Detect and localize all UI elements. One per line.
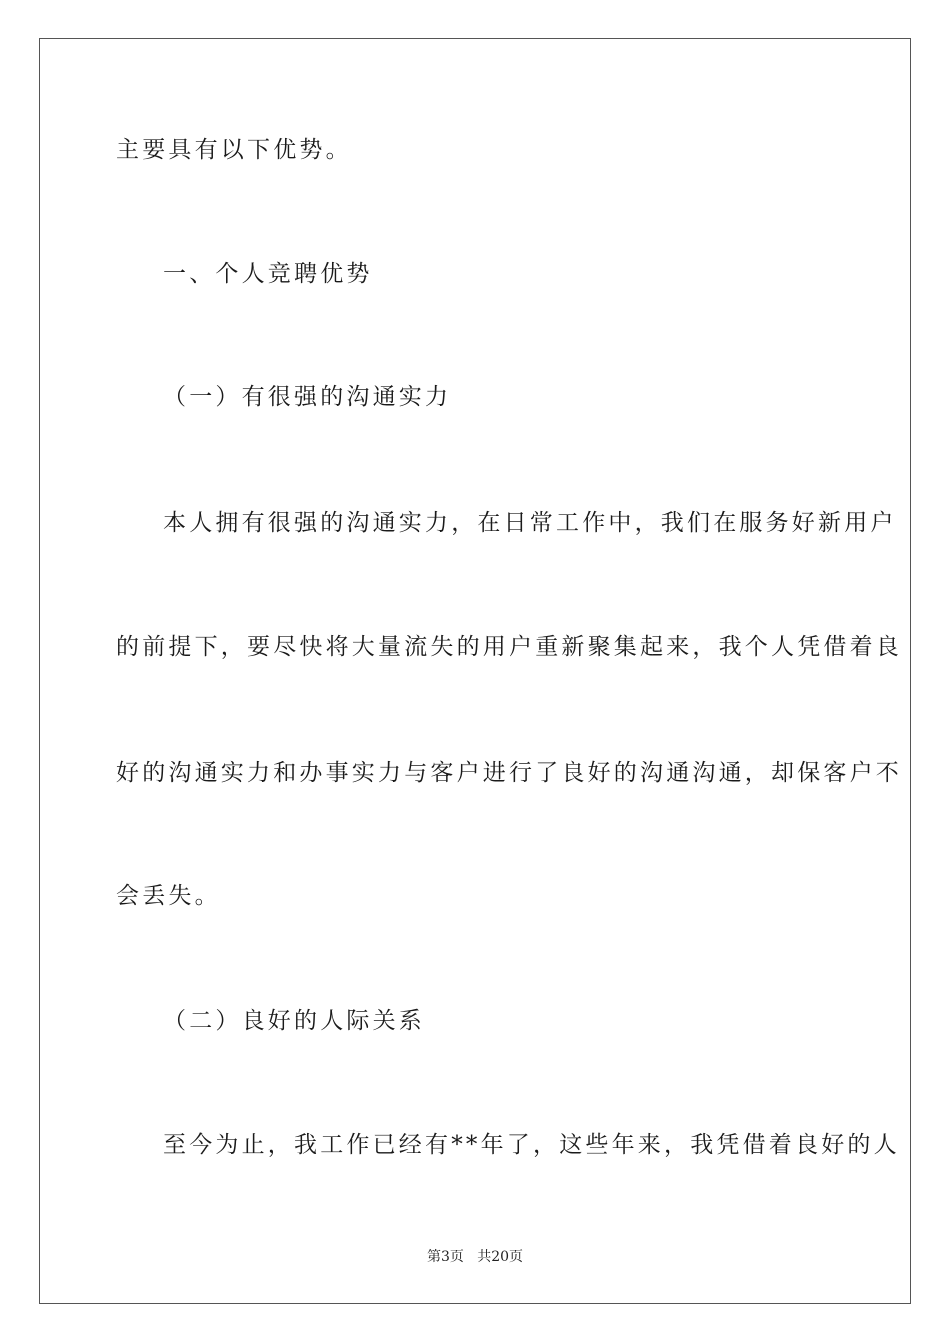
paragraph-line-2: 本人拥有很强的沟通实力，在日常工作中，我们在服务好新用户	[163, 510, 897, 536]
page-border	[39, 38, 911, 1304]
paragraph-line-1: 主要具有以下优势。	[116, 137, 352, 163]
paragraph-line-3: 的前提下，要尽快将大量流失的用户重新聚集起来，我个人凭借着良	[116, 634, 902, 660]
page-footer: 第3页 共20页	[426, 1249, 524, 1265]
paragraph-line-4: 好的沟通实力和办事实力与客户进行了良好的沟通沟通，却保客户不	[116, 760, 902, 786]
paragraph-line-6: 至今为止，我工作已经有**年了，这些年来，我凭借着良好的人	[163, 1132, 900, 1158]
section-heading-1: 一、个人竞聘优势	[163, 261, 373, 287]
paragraph-line-5: 会丢失。	[116, 883, 221, 909]
subsection-heading-1: （一）有很强的沟通实力	[163, 384, 452, 410]
subsection-heading-2: （二）良好的人际关系	[163, 1008, 425, 1034]
